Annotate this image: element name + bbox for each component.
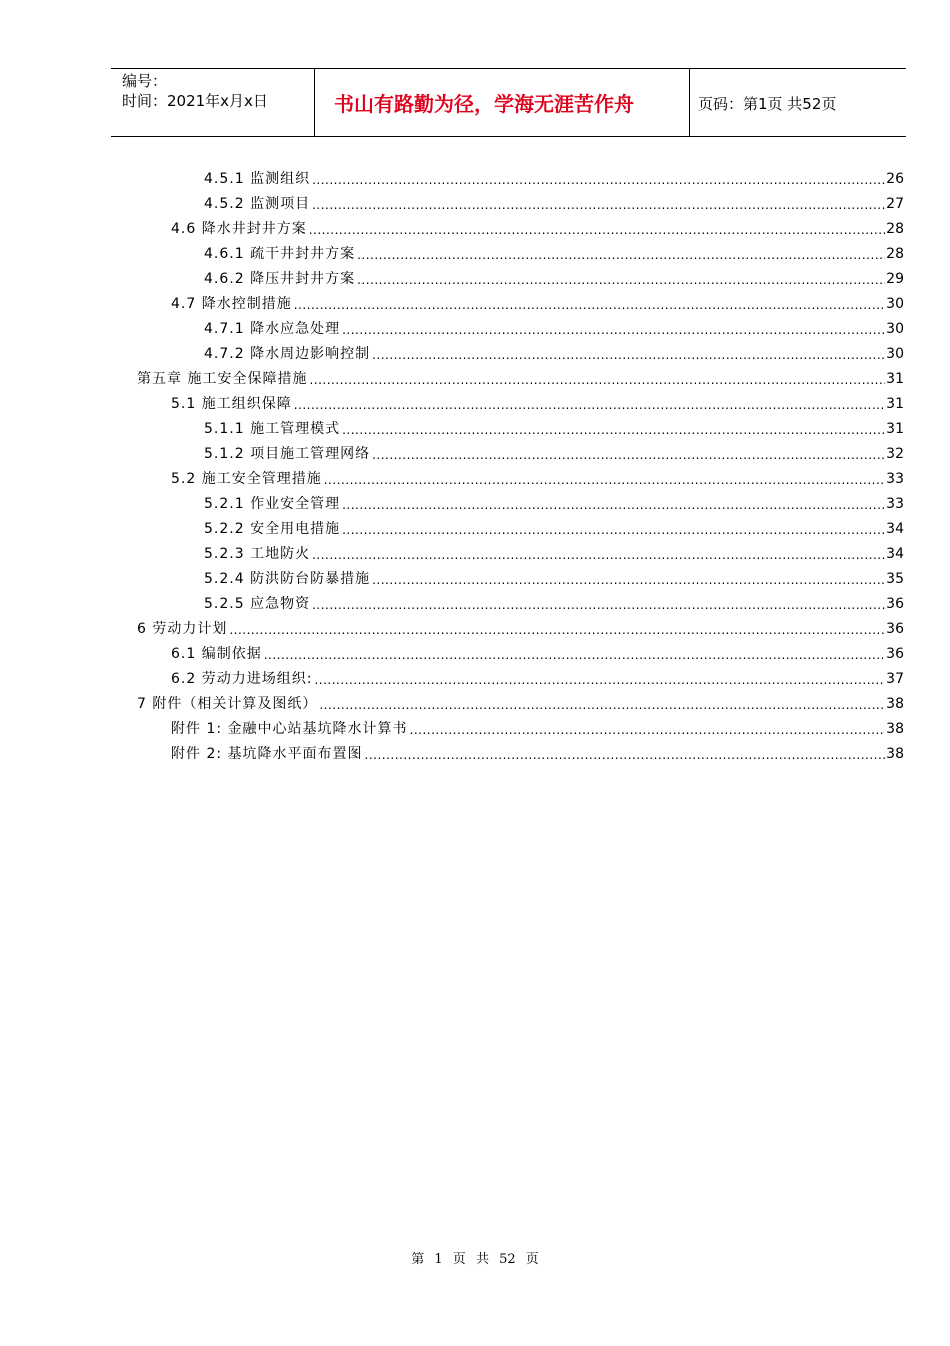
toc-dot-leader (229, 620, 885, 640)
toc-entry[interactable] (171, 393, 904, 415)
toc-entry[interactable] (171, 293, 904, 315)
toc-entry-label: 4.7 降水控制措施 (171, 296, 292, 312)
toc-entry[interactable] (171, 643, 904, 665)
toc-entry-label: 附件 2: 基坑降水平面布置图 (171, 746, 363, 762)
header-number-label: 编号： (122, 72, 168, 90)
toc-entry[interactable] (137, 618, 904, 640)
toc-dot-leader (264, 645, 885, 665)
toc-entry-label: 5.2.3 工地防火 (204, 546, 311, 562)
toc-entry-page: 31 (886, 421, 904, 437)
header-divider-right (689, 69, 690, 136)
toc-entry[interactable] (204, 443, 904, 465)
toc-entry-label: 7 附件（相关计算及图纸） (137, 696, 318, 712)
toc-entry-label: 6.1 编制依据 (171, 646, 262, 662)
footer-page-number: 1 (434, 1252, 443, 1267)
toc-dot-leader (294, 295, 885, 315)
toc-entry-label: 5.2.5 应急物资 (204, 596, 311, 612)
toc-entry-page: 36 (886, 596, 904, 612)
toc-entry[interactable] (171, 218, 904, 240)
toc-entry-page: 34 (886, 521, 904, 537)
footer-first: 第 (411, 1252, 425, 1267)
header-motto: 书山有路勤为径，学海无涯苦作舟 (334, 92, 634, 116)
header-top-rule (111, 68, 906, 69)
toc-dot-leader (410, 720, 886, 740)
toc-entry-page: 30 (886, 321, 904, 337)
toc-dot-leader (342, 320, 885, 340)
toc-entry-label: 5.1.2 项目施工管理网络 (204, 446, 371, 462)
toc-dot-leader (309, 220, 885, 240)
toc-entry-label: 4.7.1 降水应急处理 (204, 321, 341, 337)
toc-entry-page: 36 (886, 621, 904, 637)
toc-entry[interactable] (204, 318, 904, 340)
toc-entry-page: 32 (886, 446, 904, 462)
toc-entry[interactable] (171, 468, 904, 490)
toc-entry[interactable] (171, 718, 904, 740)
toc-entry-page: 38 (886, 721, 904, 737)
toc-entry[interactable] (204, 268, 904, 290)
toc-dot-leader (357, 245, 885, 265)
toc-entry-label: 4.6.1 疏干井封井方案 (204, 246, 356, 262)
toc-dot-leader (314, 670, 885, 690)
toc-dot-leader (342, 520, 885, 540)
toc-entry-label: 4.6.2 降压井封井方案 (204, 271, 356, 287)
toc-entry-label: 6 劳动力计划 (137, 621, 228, 637)
toc-entry-label: 第五章 施工安全保障措施 (137, 371, 308, 387)
toc-entry-page: 30 (886, 346, 904, 362)
toc-entry-page: 33 (886, 471, 904, 487)
toc-dot-leader (342, 495, 885, 515)
toc-entry-page: 31 (886, 396, 904, 412)
toc-entry-page: 28 (886, 221, 904, 237)
toc-entry-label: 5.2.1 作业安全管理 (204, 496, 341, 512)
toc-entry-page: 34 (886, 546, 904, 562)
toc-entry-page: 33 (886, 496, 904, 512)
toc-dot-leader (312, 595, 885, 615)
toc-entry[interactable] (204, 518, 904, 540)
toc-entry-page: 26 (886, 171, 904, 187)
toc-entry[interactable] (171, 743, 904, 765)
toc-entry-label: 5.2.4 防洪防台防暴措施 (204, 571, 371, 587)
toc-entry[interactable] (204, 493, 904, 515)
toc-entry-page: 31 (886, 371, 904, 387)
toc-entry[interactable] (204, 543, 904, 565)
footer-total-prefix: 共 (475, 1252, 489, 1267)
toc-entry[interactable] (204, 168, 904, 190)
toc-dot-leader (357, 270, 885, 290)
footer-page-unit: 页 (452, 1252, 466, 1267)
toc-entry-page: 37 (886, 671, 904, 687)
toc-dot-leader (342, 420, 885, 440)
toc-dot-leader (294, 395, 885, 415)
toc-dot-leader (312, 170, 885, 190)
header-page-label: 页码：第1页 共52页 (698, 95, 837, 113)
header-time-label: 时间：2021年x月x日 (122, 92, 268, 110)
header-bottom-rule (111, 136, 906, 137)
toc-entry[interactable] (137, 693, 904, 715)
toc-entry[interactable] (204, 193, 904, 215)
toc-dot-leader (372, 570, 885, 590)
page-footer (0, 1248, 950, 1267)
toc-entry[interactable] (204, 568, 904, 590)
footer-total-pages: 52 (499, 1252, 516, 1267)
toc-entry-label: 4.6 降水井封井方案 (171, 221, 307, 237)
toc-entry-label: 5.1 施工组织保障 (171, 396, 292, 412)
toc-dot-leader (312, 195, 885, 215)
toc-entry-page: 27 (886, 196, 904, 212)
toc-entry-page: 35 (886, 571, 904, 587)
toc-dot-leader (324, 470, 885, 490)
toc-entry-page: 38 (886, 746, 904, 762)
toc-entry-label: 6.2 劳动力进场组织: (171, 671, 313, 687)
toc-dot-leader (372, 445, 885, 465)
toc-dot-leader (319, 695, 885, 715)
toc-entry-page: 28 (886, 246, 904, 262)
toc-dot-leader (372, 345, 885, 365)
toc-entry-label: 5.1.1 施工管理模式 (204, 421, 341, 437)
toc-dot-leader (309, 370, 885, 390)
toc-entry-page: 30 (886, 296, 904, 312)
footer-total-unit: 页 (525, 1252, 539, 1267)
toc-dot-leader (365, 745, 886, 765)
toc-entry-label: 5.2.2 安全用电措施 (204, 521, 341, 537)
toc-entry[interactable] (204, 343, 904, 365)
toc-entry-label: 5.2 施工安全管理措施 (171, 471, 322, 487)
toc-dot-leader (312, 545, 885, 565)
toc-entry-page: 38 (886, 696, 904, 712)
toc-entry-page: 36 (886, 646, 904, 662)
toc-entry[interactable] (204, 593, 904, 615)
toc-entry[interactable] (171, 668, 904, 690)
toc-entry[interactable] (204, 418, 904, 440)
toc-entry-label: 4.5.1 监测组织 (204, 171, 311, 187)
header-divider-left (314, 69, 315, 136)
toc-entry[interactable] (137, 368, 904, 390)
toc-entry-label: 4.5.2 监测项目 (204, 196, 311, 212)
toc-entry-page: 29 (886, 271, 904, 287)
toc-entry-label: 附件 1: 金融中心站基坑降水计算书 (171, 721, 408, 737)
toc-entry-label: 4.7.2 降水周边影响控制 (204, 346, 371, 362)
toc-entry[interactable] (204, 243, 904, 265)
